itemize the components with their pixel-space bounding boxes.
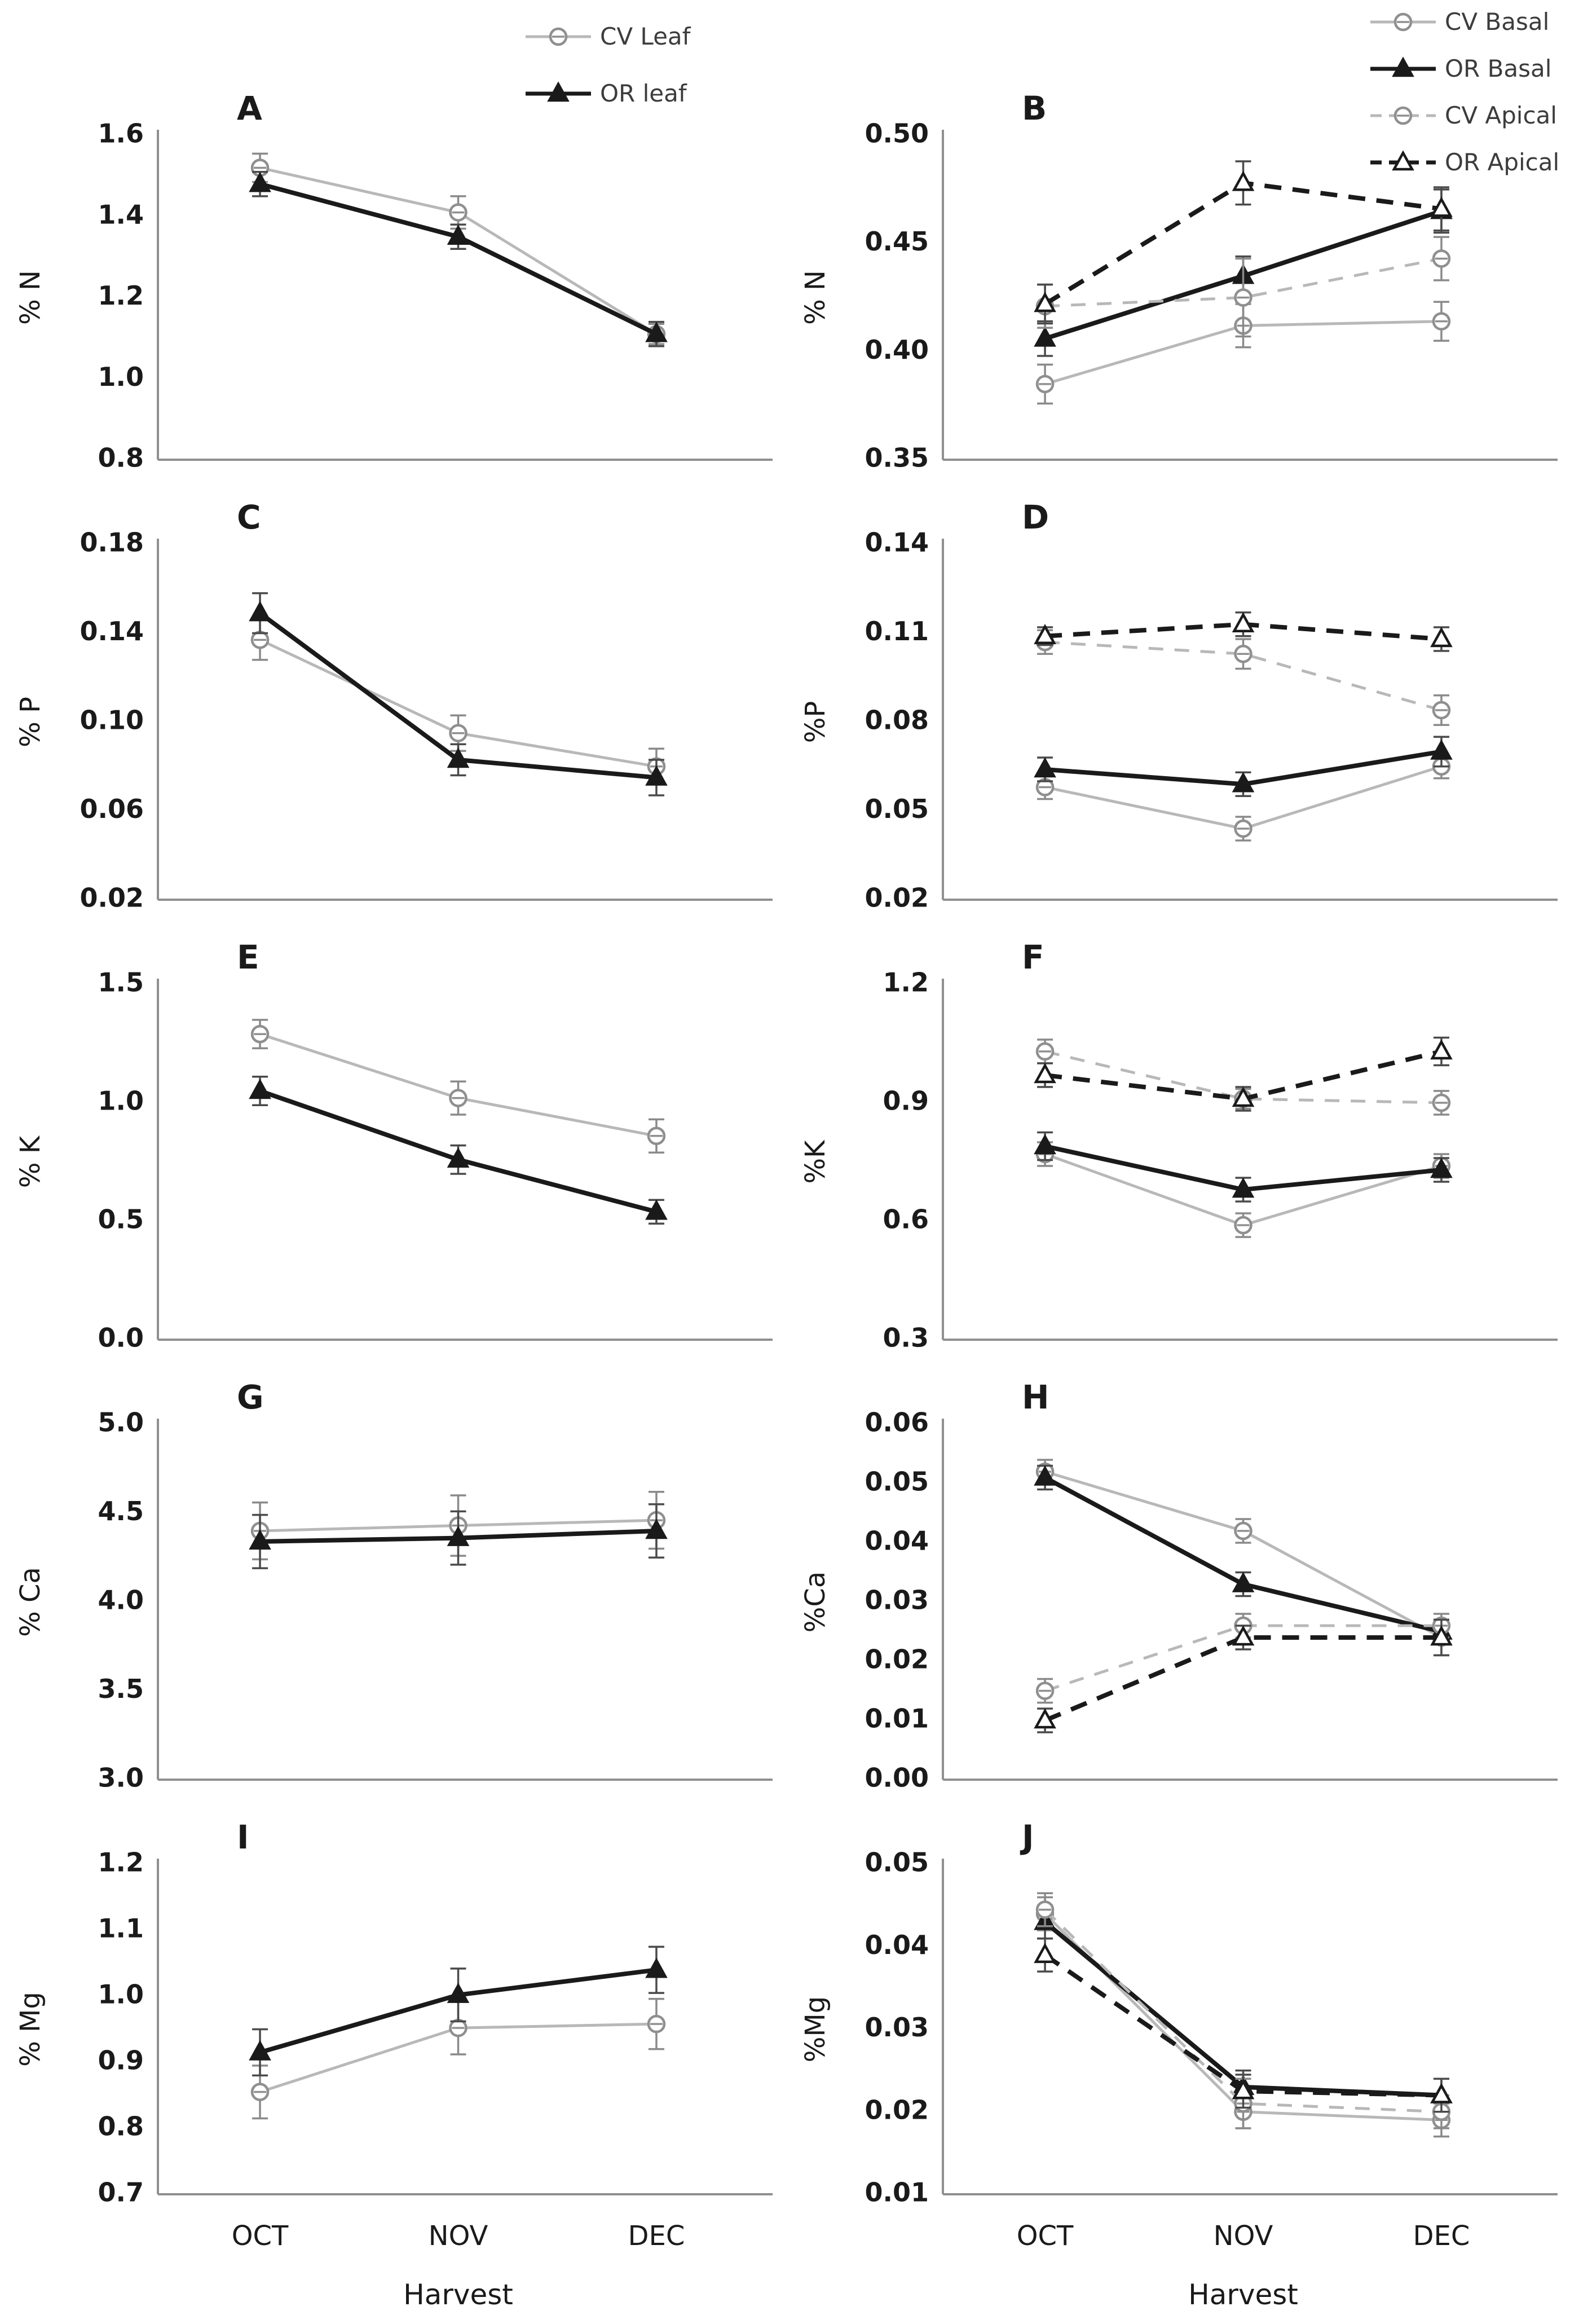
y-axis-label: % Mg xyxy=(15,1992,46,2067)
y-tick-label: 0.04 xyxy=(865,1525,929,1556)
y-axis-label: % Ca xyxy=(15,1567,46,1637)
y-tick-label: 0.40 xyxy=(865,334,929,365)
y-tick-label: 1.0 xyxy=(98,361,144,392)
y-tick-label: 3.0 xyxy=(98,1762,144,1793)
panel-D xyxy=(785,491,1570,931)
panel-letter: H xyxy=(1022,1378,1049,1416)
y-tick-label: 0.02 xyxy=(865,2094,929,2125)
panel-E xyxy=(0,931,785,1371)
x-tick-label: OCT xyxy=(1016,2220,1074,2252)
x-tick-label: NOV xyxy=(1213,2220,1273,2252)
y-tick-label: 0.08 xyxy=(865,705,929,736)
panel-C-chart xyxy=(0,491,785,931)
series-cv-basal xyxy=(1037,755,1449,840)
legend-leaf xyxy=(524,23,690,107)
panel-H-chart xyxy=(785,1371,1570,1811)
y-tick-label: 1.6 xyxy=(98,118,144,149)
panel-A xyxy=(0,0,785,491)
y-tick-label: 1.2 xyxy=(98,280,144,311)
y-axis-label: %K xyxy=(800,1140,831,1184)
legend-item-or-basal xyxy=(1369,55,1559,82)
cv-basal-legend-marker-icon xyxy=(1369,10,1437,34)
legend-item-cv-apical xyxy=(1369,102,1559,129)
series-line xyxy=(1045,1472,1441,1638)
series-or-leaf xyxy=(251,593,665,795)
series-or-apical xyxy=(1036,1620,1450,1733)
y-tick-label: 0.06 xyxy=(865,1407,929,1438)
cv-apical-legend-marker-icon xyxy=(1369,103,1437,128)
y-tick-label: 0.14 xyxy=(80,616,144,646)
y-tick-label: 0.7 xyxy=(98,2177,144,2208)
panel-I-chart xyxy=(0,1811,785,2324)
panel-letter: A xyxy=(237,89,262,127)
y-tick-label: 1.0 xyxy=(98,1979,144,2010)
y-tick-label: 0.0 xyxy=(98,1322,144,1353)
y-tick-label: 0.02 xyxy=(865,882,929,913)
panel-letter: B xyxy=(1022,89,1047,127)
panel-I xyxy=(0,1811,785,2324)
cv-leaf-legend-marker-icon xyxy=(524,24,592,49)
panel-letter: I xyxy=(237,1818,249,1856)
triangle-marker-icon xyxy=(1432,742,1450,759)
y-tick-label: 0.05 xyxy=(865,1847,929,1878)
y-tick-label: 0.00 xyxy=(865,1762,929,1793)
y-tick-label: 1.4 xyxy=(98,199,144,230)
y-tick-label: 0.6 xyxy=(883,1204,929,1235)
panel-J-chart xyxy=(785,1811,1570,2324)
y-tick-label: 0.06 xyxy=(80,794,144,824)
panel-J xyxy=(785,1811,1570,2324)
series-or-apical xyxy=(1036,1038,1450,1111)
x-tick-label: NOV xyxy=(428,2220,488,2252)
x-tick-label: OCT xyxy=(231,2220,289,2252)
y-tick-label: 0.8 xyxy=(98,442,144,473)
panel-G xyxy=(0,1371,785,1811)
y-tick-label: 0.3 xyxy=(883,1322,929,1353)
x-axis-title: Harvest xyxy=(403,2278,513,2311)
y-tick-label: 0.11 xyxy=(865,616,929,646)
y-tick-label: 1.1 xyxy=(98,1913,144,1944)
series-cv-apical xyxy=(1037,630,1449,725)
y-tick-label: 0.02 xyxy=(865,1644,929,1675)
y-tick-label: 0.03 xyxy=(865,2012,929,2043)
panel-H xyxy=(785,1371,1570,1811)
legend-item-cv-leaf xyxy=(524,23,690,50)
x-tick-label: DEC xyxy=(1413,2220,1470,2252)
x-tick-label: DEC xyxy=(628,2220,685,2252)
x-axis-title: Harvest xyxy=(1188,2278,1298,2311)
y-axis-label: %P xyxy=(800,701,831,743)
panel-E-chart xyxy=(0,931,785,1371)
y-tick-label: 4.0 xyxy=(98,1584,144,1616)
y-tick-label: 0.01 xyxy=(865,1703,929,1734)
y-tick-label: 1.2 xyxy=(883,967,929,998)
or-apical-legend-marker-icon xyxy=(1369,150,1437,175)
series-line xyxy=(1045,1478,1441,1632)
y-tick-label: 0.03 xyxy=(865,1584,929,1616)
triangle-marker-icon xyxy=(1036,1137,1054,1153)
panel-letter: E xyxy=(237,938,259,976)
panel-letter: C xyxy=(237,498,261,536)
legend-item-or-apical xyxy=(1369,148,1559,176)
series-cv-leaf xyxy=(252,1020,664,1152)
panel-C xyxy=(0,491,785,931)
y-axis-label: %Mg xyxy=(800,1996,831,2063)
y-tick-label: 0.10 xyxy=(80,705,144,736)
panel-F-chart xyxy=(785,931,1570,1371)
legend-shoot xyxy=(1369,8,1559,176)
panel-letter: F xyxy=(1022,938,1044,976)
y-tick-label: 0.45 xyxy=(865,226,929,257)
triangle-marker-icon xyxy=(1432,630,1450,646)
panel-letter: G xyxy=(237,1378,264,1416)
series-or-basal xyxy=(1036,737,1450,796)
triangle-marker-icon xyxy=(251,1081,269,1098)
y-tick-label: 0.02 xyxy=(80,882,144,913)
panel-F xyxy=(785,931,1570,1371)
series-line xyxy=(1045,1922,1441,2095)
y-tick-label: 0.05 xyxy=(865,794,929,824)
y-axis-label: %Ca xyxy=(800,1571,831,1633)
y-axis-label: % K xyxy=(15,1135,46,1189)
y-tick-label: 0.18 xyxy=(80,527,144,558)
y-tick-label: 0.05 xyxy=(865,1466,929,1497)
y-tick-label: 0.01 xyxy=(865,2177,929,2208)
y-tick-label: 1.0 xyxy=(98,1085,144,1116)
y-axis-label: % P xyxy=(15,697,46,747)
y-tick-label: 5.0 xyxy=(98,1407,144,1438)
legend-label: CV Leaf xyxy=(600,23,691,50)
or-basal-legend-marker-icon xyxy=(1369,56,1437,81)
y-tick-label: 3.5 xyxy=(98,1674,144,1704)
series-line xyxy=(260,168,656,334)
y-tick-label: 0.9 xyxy=(883,1085,929,1116)
panel-letter: J xyxy=(1022,1818,1034,1856)
legend-item-cv-basal xyxy=(1369,8,1559,36)
legend-label: OR leaf xyxy=(600,80,687,107)
or-leaf-legend-marker-icon xyxy=(524,81,592,106)
y-tick-label: 0.5 xyxy=(98,1204,144,1235)
triangle-marker-icon xyxy=(1432,1042,1450,1058)
y-tick-label: 1.5 xyxy=(98,967,144,998)
y-tick-label: 0.8 xyxy=(98,2111,144,2142)
triangle-marker-icon xyxy=(251,604,269,620)
y-tick-label: 0.9 xyxy=(98,2045,144,2076)
series-or-basal xyxy=(1036,1133,1450,1202)
legend-label: CV Basal xyxy=(1445,8,1550,36)
y-tick-label: 0.50 xyxy=(865,118,929,149)
y-tick-label: 0.14 xyxy=(865,527,929,558)
legend-label: CV Apical xyxy=(1445,102,1557,129)
y-tick-label: 0.04 xyxy=(865,1929,929,1960)
panel-D-chart xyxy=(785,491,1570,931)
panel-B xyxy=(785,0,1570,491)
panel-G-chart xyxy=(0,1371,785,1811)
panel-letter: D xyxy=(1022,498,1049,536)
series-or-leaf xyxy=(251,1504,665,1568)
y-axis-label: % N xyxy=(800,270,831,325)
y-tick-label: 0.35 xyxy=(865,442,929,473)
legend-label: OR Basal xyxy=(1445,55,1552,82)
y-tick-label: 1.2 xyxy=(98,1847,144,1878)
legend-item-or-leaf xyxy=(524,80,690,107)
legend-label: OR Apical xyxy=(1445,148,1560,176)
triangle-marker-icon xyxy=(1036,1946,1054,1962)
y-axis-label: % N xyxy=(15,270,46,325)
series-or-leaf xyxy=(251,1947,665,2075)
y-tick-label: 4.5 xyxy=(98,1496,144,1526)
